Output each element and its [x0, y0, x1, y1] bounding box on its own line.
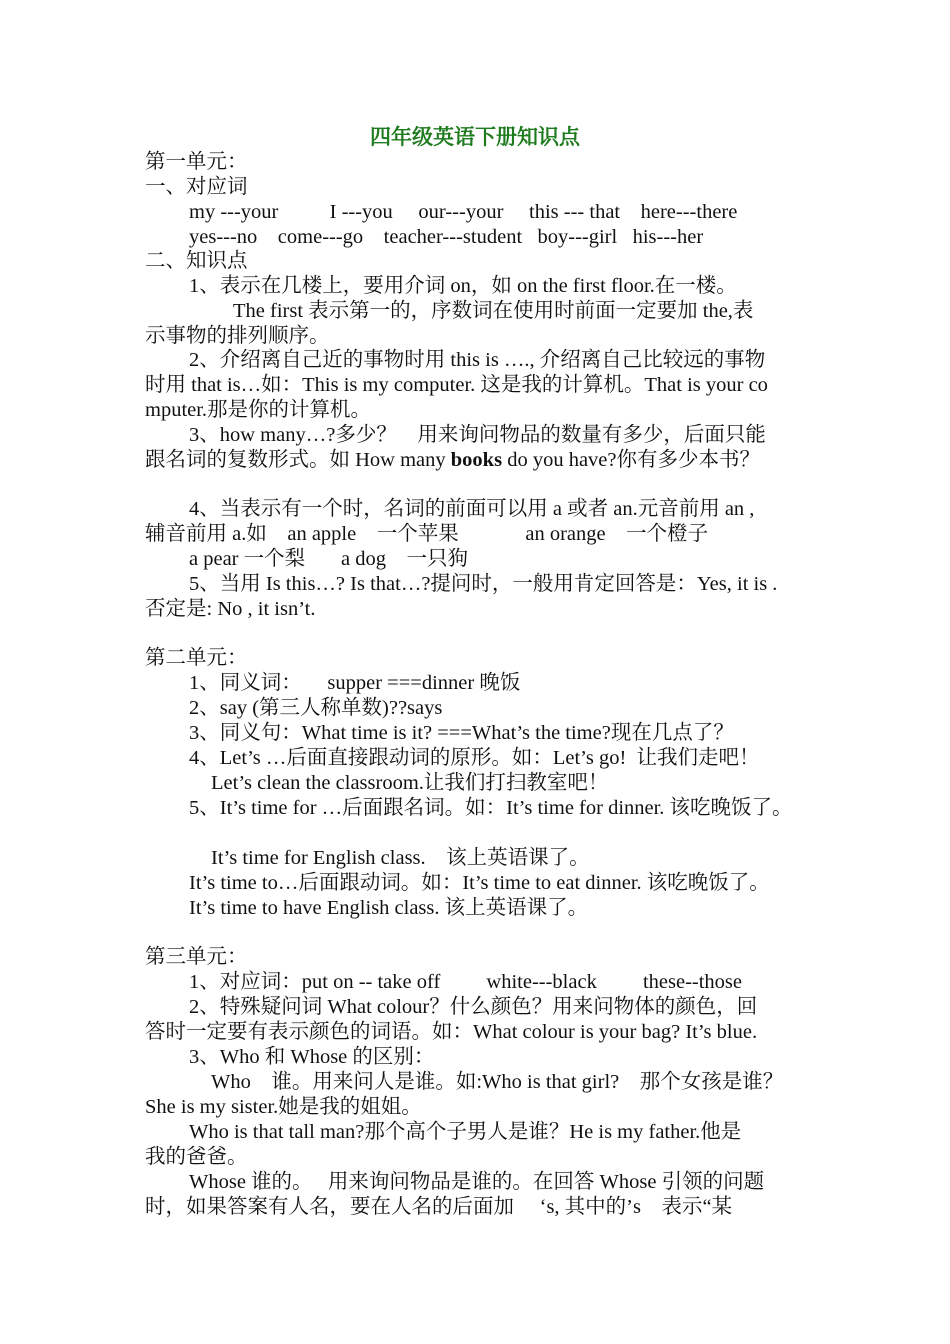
- unit2-line1: 1、同义词： supper ===dinner 晚饭: [189, 672, 521, 694]
- point4-line1: 4、当表示有一个时，名词的前面可以用 a 或者 an.元音前用 an ,: [189, 498, 755, 520]
- word-pairs-line2: yes---no come---go teacher---student boy---girl his---her: [189, 226, 704, 248]
- unit2-line3: 3、同义句：What time is it? ===What’s the time?现在几点了？: [189, 722, 734, 744]
- point1-line3: 示事物的排列顺序。: [145, 325, 330, 347]
- unit2-line4b: Let’s clean the classroom.让我们打扫教室吧！: [211, 772, 609, 794]
- point1-line2: The first 表示第一的，序数词在使用时前面一定要加 the,表: [233, 300, 754, 322]
- unit2-line5: 5、It’s time for …后面跟名词。如：It’s time for dinner. 该吃晚饭了。: [189, 797, 793, 819]
- unit2-line7: It’s time to…后面跟动词。如：It’s time to eat dinner. 该吃晚饭了。: [189, 872, 770, 894]
- point3-text-pre: 跟名词的复数形式。如 How many: [145, 449, 451, 471]
- point3-bold-word: books: [450, 449, 503, 471]
- unit3-line6a: Whose 谁的。 用来询问物品是谁的。在回答 Whose 引领的问题: [189, 1171, 765, 1193]
- point1-line1: 1、表示在几楼上，要用介词 on，如 on the first floor.在一楼。: [189, 275, 737, 297]
- point5-line2: 否定是: No , it isn’t.: [145, 598, 316, 620]
- unit1-section2-heading: 二、知识点: [145, 250, 248, 272]
- unit2-heading: 第二单元：: [145, 647, 248, 669]
- unit2-line8: It’s time to have English class. 该上英语课了。: [189, 897, 589, 919]
- point3-line2: [145, 448, 760, 472]
- unit2-line6: It’s time for English class. 该上英语课了。: [211, 847, 590, 869]
- unit3-line2a: 2、特殊疑问词 What colour？什么颜色？用来问物体的颜色，回: [189, 996, 758, 1018]
- word-pairs-line1: my ---your I ---you our---your this --- that here---there: [189, 201, 738, 223]
- unit2-line2: 2、say (第三人称单数)??says: [189, 697, 443, 719]
- unit1-heading: 第一单元：: [145, 151, 248, 173]
- unit3-line3: 3、Who 和 Whose 的区别：: [189, 1046, 435, 1068]
- point2-line1: 2、介绍离自己近的事物时用 this is …., 介绍离自己比较远的事物: [189, 349, 766, 371]
- point2-line2: 时用 that is…如：This is my computer. 这是我的计算机。That is your co: [145, 374, 768, 396]
- document-title: 四年级英语下册知识点: [370, 125, 580, 149]
- point4-line2: 辅音前用 a.如 an apple 一个苹果 an orange 一个橙子: [145, 523, 709, 545]
- unit3-line5b: 我的爸爸。: [145, 1146, 248, 1168]
- point3-text-post: do you have?你有多少本书？: [502, 449, 760, 471]
- point5-line1: 5、当用 Is this…? Is that…?提问时，一般用肯定回答是：Yes, it is .: [189, 573, 778, 595]
- unit2-line4: 4、Let’s …后面直接跟动词的原形。如：Let’s go! 让我们走吧！: [189, 747, 760, 769]
- unit3-line2b: 答时一定要有表示颜色的词语。如：What colour is your bag? It’s blue.: [145, 1021, 758, 1043]
- unit3-line6b: 时，如果答案有人名，要在人名的后面加 ‘s, 其中的’s 表示“某: [145, 1196, 733, 1218]
- unit3-line4b: She is my sister.她是我的姐姐。: [145, 1096, 422, 1118]
- unit3-line4a: Who 谁。用来问人是谁。如:Who is that girl? 那个女孩是谁？: [211, 1071, 784, 1093]
- unit3-line5a: Who is that tall man?那个高个子男人是谁？He is my father.他是: [189, 1121, 742, 1143]
- unit3-line1: 1、对应词：put on -- take off white---black these--those: [189, 971, 742, 993]
- unit1-section1-heading: 一、对应词: [145, 176, 248, 198]
- point4-line3: a pear 一个梨 a dog 一只狗: [189, 548, 468, 570]
- point3-line1: 3、how many…?多少？ 用来询问物品的数量有多少，后面只能: [189, 424, 766, 446]
- unit3-heading: 第三单元：: [145, 946, 248, 968]
- point2-line3: mputer.那是你的计算机。: [145, 399, 372, 421]
